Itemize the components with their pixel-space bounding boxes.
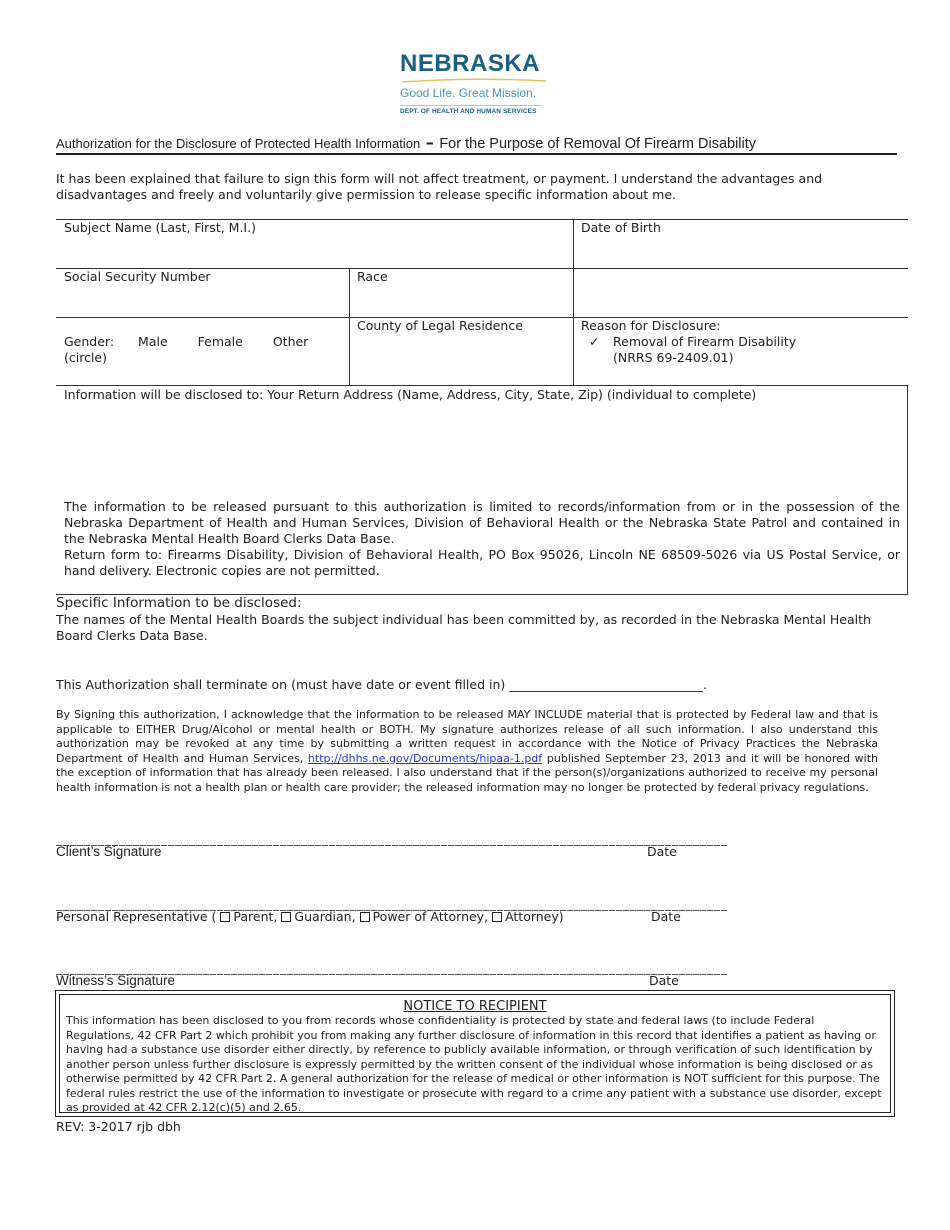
logo-swoosh-icon [400,78,550,84]
gender-field [64,334,324,350]
reason-value: Removal of Firearm Disability [613,334,797,349]
client-date-label: Date [647,844,677,859]
revision-label: REV: 3-2017 rjb dbh [56,1119,181,1134]
witness-date-label: Date [649,973,679,988]
rep-prefix: Personal Representative ( [56,909,217,924]
witness-signature-line[interactable]: ________________________________________________________________________________________________ [56,961,728,975]
rep-guardian-label: Guardian, [294,909,356,924]
rep-signature-line[interactable]: ________________________________________________________________________________________________ [56,897,728,911]
rep-attorney-label: Attorney) [505,909,564,924]
gender-label: Gender: [64,334,115,349]
table-line [573,219,574,386]
notice-title: NOTICE TO RECIPIENT [403,999,547,1014]
specific-info-body: The names of the Mental Health Boards the subject individual has been committed by, as recorded in the Nebraska Mental Health Board Clerks Data Base. [56,612,871,643]
hipaa-link[interactable]: http://dhhs.ne.gov/Documents/hipaa-1.pdf [307,751,543,765]
county-field[interactable]: County of Legal Residence [357,318,523,333]
table-line [349,268,350,386]
ssn-field[interactable]: Social Security Number [64,269,211,284]
attorney-checkbox[interactable] [492,912,502,922]
form-title [56,133,897,155]
gender-female-option[interactable]: Female [197,334,243,349]
guardian-checkbox[interactable] [281,912,291,922]
acknowledgement-paragraph [56,708,878,795]
title-main: Authorization for the Disclosure of Protected Health Information [56,136,421,151]
poa-checkbox[interactable] [360,912,370,922]
client-signature-line[interactable]: ________________________________________________________________________________________________ [56,832,728,846]
subject-name-field[interactable]: Subject Name (Last, First, M.I.) [64,220,256,235]
gender-other-option[interactable]: Other [272,334,309,349]
disclosed-to-field[interactable]: Information will be disclosed to: Your Return Address (Name, Address, City, State, Zip) (individual to complete) [64,387,757,402]
intro-paragraph: It has been explained that failure to sign this form will not affect treatment, or payment. I understand the advantages and disadvantages and freely and voluntarily give permission to release specific information about me. [56,171,823,202]
gender-circle-hint: (circle) [64,350,107,365]
rep-poa-label: Power of Attorney, [372,909,489,924]
title-dash: – [420,133,440,152]
personal-representative-label [56,909,564,924]
reason-check-icon: ✓ [589,334,600,349]
notice-inner-border [59,994,891,1113]
termination-field[interactable]: This Authorization shall terminate on (must have date or event filled in) _______________________________. [56,677,707,692]
title-purpose: For the Purpose of Removal Of Firearm Disability [439,136,757,152]
race-field[interactable]: Race [357,269,388,284]
logo-divider [400,105,542,106]
disclosure-limit-text: The information to be released pursuant to this authorization is limited to records/information from or in the possession of the Nebraska Department of Health and Human Services, Division of Behavioral Health or the Nebraska State Patrol and contained in the Nebraska Mental Health Board Clerks Data Base. [64,499,900,546]
rep-parent-label: Parent, [233,909,278,924]
logo-wordmark: NEBRASKA [400,50,541,77]
gender-male-option[interactable]: Male [138,334,168,349]
acknowledgement-text-2: published September 23, 2013 and it will be honored with the exception of information that has already been released. I also understand that if the person(s)/organizations authorized to receive my personal health information is not a health plan or health care provider; the released information may no longer be protected by federal privacy regulations. [56,751,878,794]
specific-info-heading: Specific Information to be disclosed: [56,595,302,611]
reason-statute: (NRRS 69-2409.01) [613,350,734,365]
reason-label: Reason for Disclosure: [581,318,721,333]
logo-tagline: Good Life. Great Mission. [400,86,537,100]
witness-signature-label: Witness’s Signature [56,973,176,988]
parent-checkbox[interactable] [220,912,230,922]
return-address-text: Return form to: Firearms Disability, Division of Behavioral Health, PO Box 95026, Lincoln NE 68509-5026 via US Postal Service, or hand delivery. Electronic copies are not permitted. [64,547,900,578]
notice-to-recipient-box [55,990,895,1117]
logo-department: DEPT. OF HEALTH AND HUMAN SERVICES [400,108,537,115]
rep-date-label: Date [651,909,681,924]
client-signature-label: Client’s Signature [56,844,162,859]
date-of-birth-field[interactable]: Date of Birth [581,220,661,235]
nebraska-dhhs-logo [400,50,550,115]
acknowledgement-text-1: By Signing this authorization, I acknowledge that the information to be released MAY INCLUDE material that is protected by Federal law and that is applicable to EITHER Drug/Alcohol or mental health or BOTH. My signature authorizes release of all such information. I also understand this authorization may be revoked at any time by submitting a written request in accordance with the Notice of Privacy Practices the Nebraska Department of Health and Human Services, [56,708,878,765]
notice-body: This information has been disclosed to you from records whose confidentiality is protected by state and federal laws (to include Federal Regulations, 42 CFR Part 2 which prohibit you from making any further disclosure of information in this record that identifies a patient as having or having had a substance use disorder either directly, by reference to publicly available information, or through verification of such identification by another person unless further disclosure is expressly permitted by the written consent of the individual whose information is being disclosed or as otherwise permitted by 42 CFR Part 2. A general authorization for the release of medical or other information is NOT sufficient for this purpose. The federal rules restrict the use of the information to investigate or prosecute with regard to a crime any patient with a substance use disorder, except as provided at 42 CFR 2.12(c)(5) and 2.65. [66,1014,882,1114]
